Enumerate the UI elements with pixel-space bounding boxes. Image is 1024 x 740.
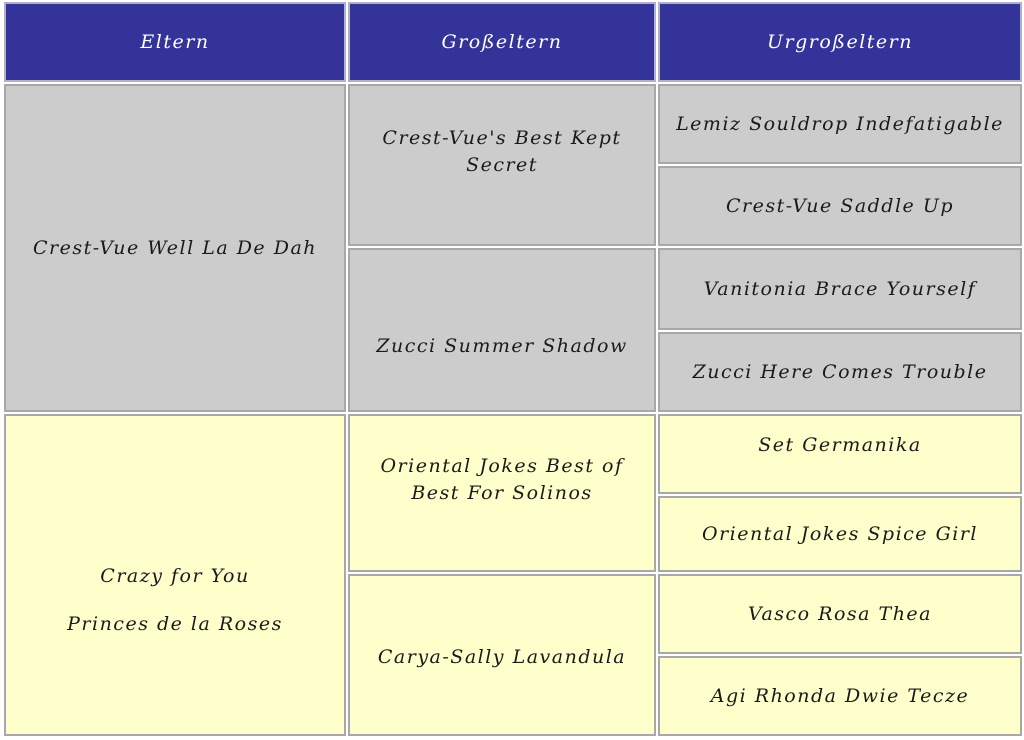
- great-grandparent-8-name: Agi Rhonda Dwie Tecze: [710, 684, 970, 707]
- parent-dam-name-line1: Crazy for You: [100, 564, 250, 587]
- parent-dam: [4, 414, 346, 736]
- parent-sire: [4, 84, 346, 412]
- grandparent-sire-dam: [348, 248, 656, 412]
- header-parents: [4, 2, 346, 82]
- great-grandparent-6-name: Oriental Jokes Spice Girl: [702, 522, 978, 545]
- great-grandparent-6: [658, 496, 1022, 572]
- great-grandparent-5: [658, 414, 1022, 494]
- grandparent-sire-sire: [348, 84, 656, 246]
- great-grandparent-7-name: Vasco Rosa Thea: [747, 602, 933, 625]
- header-grandparents: [348, 2, 656, 82]
- grandparent-dam-sire: [348, 414, 656, 572]
- header-grandparents-label: Großeltern: [441, 30, 563, 53]
- grandparent-sire-dam-name: Zucci Summer Shadow: [376, 334, 628, 357]
- parent-dam-name-line2: Princes de la Roses: [67, 612, 283, 635]
- grandparent-dam-dam-name: Carya-Sally Lavandula: [377, 645, 627, 668]
- great-grandparent-2-name: Crest-Vue Saddle Up: [725, 194, 955, 217]
- header-parents-label: Eltern: [140, 30, 210, 53]
- great-grandparent-5-name: Set Germanika: [758, 433, 922, 456]
- great-grandparent-3-name: Vanitonia Brace Yourself: [703, 277, 977, 300]
- grandparent-sire-sire-name: Crest-Vue's Best Kept Secret: [382, 127, 622, 176]
- great-grandparent-2: [658, 166, 1022, 246]
- header-great-grandparents-label: Urgroßeltern: [767, 30, 913, 53]
- great-grandparent-8: [658, 656, 1022, 736]
- great-grandparent-4-name: Zucci Here Comes Trouble: [692, 360, 988, 383]
- parent-sire-name: Crest-Vue Well La De Dah: [32, 236, 318, 259]
- parent-dam-names: [67, 513, 283, 638]
- great-grandparent-7: [658, 574, 1022, 654]
- great-grandparent-4: [658, 332, 1022, 412]
- grandparent-dam-sire-name: Oriental Jokes Best of Best For Solinos: [380, 455, 624, 504]
- great-grandparent-1: [658, 84, 1022, 164]
- great-grandparent-3: [658, 248, 1022, 330]
- header-great-grandparents: [658, 2, 1022, 82]
- great-grandparent-1-name: Lemiz Souldrop Indefatigable: [676, 112, 1004, 135]
- grandparent-dam-dam: [348, 574, 656, 736]
